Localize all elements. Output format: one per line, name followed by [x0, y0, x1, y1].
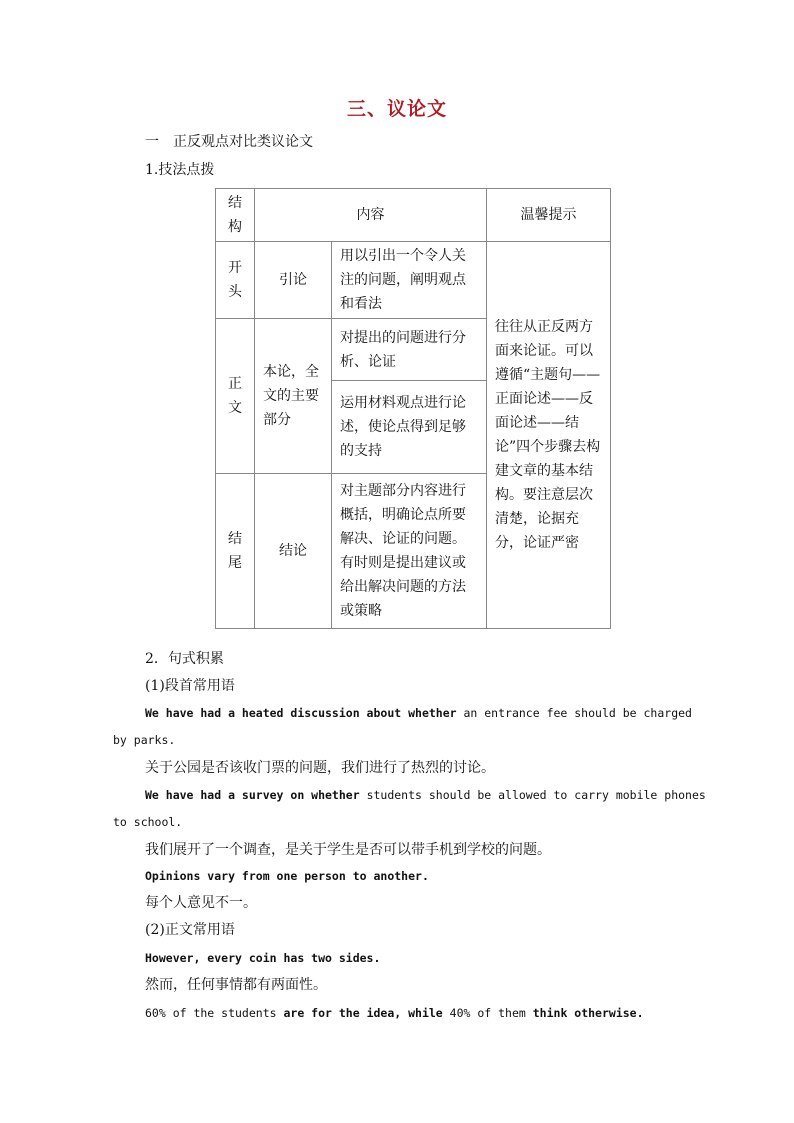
header-structure: 结构: [216, 189, 255, 242]
translation: 关于公园是否该收门票的问题，我们进行了热烈的讨论。: [145, 760, 495, 776]
row-sub-body: 本论，全文的主要部分: [255, 319, 332, 474]
example-sentence: [145, 950, 380, 966]
subsection-heading: (1)段首常用语: [145, 678, 235, 694]
row-label-ending: 结尾: [216, 474, 255, 629]
translation: 我们展开了一个调查，是关于学生是否可以带手机到学校的问题。: [145, 842, 551, 858]
table-row: [216, 242, 611, 319]
key-phrase: We have had a heated discussion about whether: [145, 706, 457, 720]
example-sentence: [145, 868, 429, 884]
row-label-body: 正文: [216, 319, 255, 474]
key-phrase: We have had a survey on whether: [145, 788, 360, 802]
section-heading: 一 正反观点对比类议论文: [145, 134, 313, 150]
key-phrase: think otherwise.: [532, 1006, 644, 1020]
subsection-heading: 1.技法点拨: [145, 162, 215, 178]
row-sub-ending: 结论: [255, 474, 332, 629]
header-tip: 温馨提示: [487, 189, 611, 242]
subsection-heading: 2．句式积累: [145, 651, 224, 667]
technique-table: [215, 188, 611, 629]
example-sentence-cont: to school.: [113, 815, 183, 829]
example-sentence: 60% of the students are for the idea, while 40% of them think otherwise.: [145, 1006, 644, 1020]
subsection-heading: (2)正文常用语: [145, 922, 235, 938]
key-phrase: Opinions vary from one person to another.: [145, 869, 429, 883]
row-content-body-2: 运用材料观点进行论述，使论点得到足够的支持: [332, 381, 487, 474]
example-sentence: We have had a heated discussion about whether an entrance fee should be charged: [145, 706, 692, 720]
header-content: 内容: [255, 189, 487, 242]
page-title: 三、议论文: [346, 98, 447, 120]
row-content-body-1: 对提出的问题进行分析、论证: [332, 319, 487, 381]
key-phrase: However, every coin has two sides.: [145, 951, 381, 965]
row-content-opening: 用以引出一个令人关注的问题，阐明观点和看法: [332, 242, 487, 319]
tip-cell: 往往从正反两方面来论证。可以遵循“主题句——正面论述——反面论述——结论”四个步骤去构建文章的基本结构。要注意层次清楚，论据充分，论证严密: [487, 242, 611, 629]
key-phrase: are for the idea, while: [283, 1006, 443, 1020]
table-header-row: [216, 189, 611, 242]
row-sub-opening: 引论: [255, 242, 332, 319]
row-label-opening: 开头: [216, 242, 255, 319]
row-content-ending: 对主题部分内容进行概括，明确论点所要解决、论证的问题。有时则是提出建议或给出解决问题的方法或策略: [332, 474, 487, 629]
translation: 每个人意见不一。: [145, 895, 257, 911]
example-sentence-cont: by parks.: [113, 733, 176, 747]
example-sentence: We have had a survey on whether students should be allowed to carry mobile phones: [145, 788, 706, 802]
translation: 然而，任何事情都有两面性。: [145, 977, 327, 993]
